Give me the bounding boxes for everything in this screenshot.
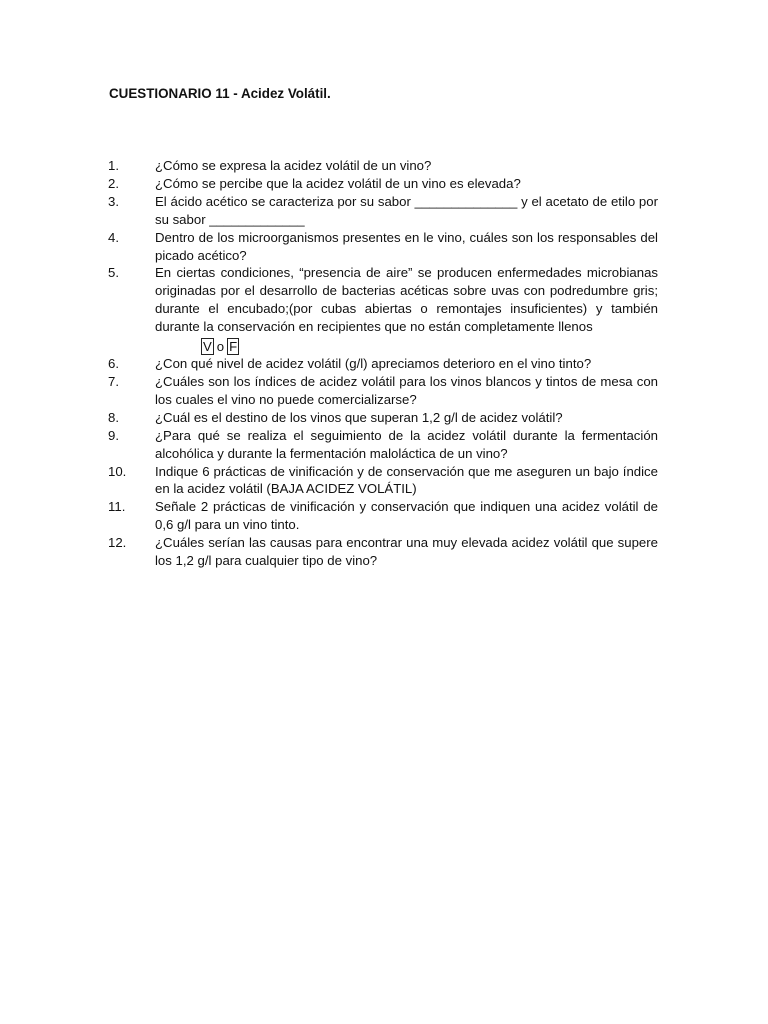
question-text: ¿Cuáles son los índices de acidez volátil para los vinos blancos y tintos de mesa con los cuales el vino no puede comercializarse? <box>155 373 658 407</box>
or-connector: o <box>216 339 225 355</box>
question-text: ¿Cuáles serían las causas para encontrar una muy elevada acidez volátil que supere los 1,2 g/l para cualquier tipo de vino? <box>155 535 658 569</box>
question-item-7 <box>108 373 658 409</box>
question-text: ¿Cómo se percibe que la acidez volátil de un vino es elevada? <box>155 175 521 191</box>
question-text: Dentro de los microorganismos presentes en le vino, cuáles son los responsables del picado acético? <box>155 229 658 263</box>
question-item-10 <box>108 463 658 499</box>
question-item-8 <box>108 409 658 427</box>
question-number: 9. <box>108 427 119 443</box>
question-item-9 <box>108 427 658 463</box>
question-text: El ácido acético se caracteriza por su sabor ______________ y el acetato de etilo por su sabor _____________ <box>155 193 658 227</box>
question-text: ¿Con qué nivel de acidez volátil (g/l) apreciamos deterioro en el vino tinto? <box>155 356 592 372</box>
question-text: ¿Para qué se realiza el seguimiento de la acidez volátil durante la fermentación alcohólica y durante la fermentación maloláctica de un vino? <box>155 427 658 461</box>
question-item-1 <box>108 157 658 175</box>
question-number: 11. <box>108 499 126 515</box>
true-option-box[interactable]: V <box>203 339 212 355</box>
question-text: En ciertas condiciones, “presencia de aire” se producen enfermedades microbianas originadas por el desarrollo de bacterias acéticas sobre uvas con podredumbre gris; durante el encubado;(por cubas abiertas o remontajes insuficientes) y también durante la conservación en recipientes que no están completamente llenos <box>155 265 658 335</box>
question-number: 6. <box>108 356 119 372</box>
question-number: 1. <box>108 158 119 173</box>
question-item-6 <box>108 355 658 373</box>
question-item-2 <box>108 175 658 193</box>
question-text: ¿Cómo se expresa la acidez volátil de un vino? <box>155 158 432 173</box>
question-number: 2. <box>108 175 119 191</box>
question-number: 8. <box>108 409 119 425</box>
question-item-12 <box>108 534 658 570</box>
document-title: CUESTIONARIO 11 - Acidez Volátil. <box>109 86 331 101</box>
question-number: 4. <box>108 229 119 245</box>
question-number: 12. <box>108 535 127 551</box>
question-number: 3. <box>108 193 119 209</box>
true-false-choice <box>155 337 658 355</box>
question-item-5 <box>108 264 658 355</box>
question-number: 5. <box>108 265 119 281</box>
question-text: ¿Cuál es el destino de los vinos que superan 1,2 g/l de acidez volátil? <box>155 409 563 425</box>
question-text: Señale 2 prácticas de vinificación y conservación que indiquen una acidez volátil de 0,6 g/l para un vino tinto. <box>155 499 658 533</box>
question-item-4 <box>108 229 658 265</box>
question-number: 10. <box>108 463 127 479</box>
question-item-11 <box>108 498 658 534</box>
question-number: 7. <box>108 373 119 389</box>
question-text: Indique 6 prácticas de vinificación y de conservación que me aseguren un bajo índice en la acidez volátil (BAJA ACIDEZ VOLÁTIL) <box>155 463 658 497</box>
question-item-3 <box>108 193 658 229</box>
false-option-box[interactable]: F <box>229 339 238 355</box>
question-list <box>108 157 658 570</box>
